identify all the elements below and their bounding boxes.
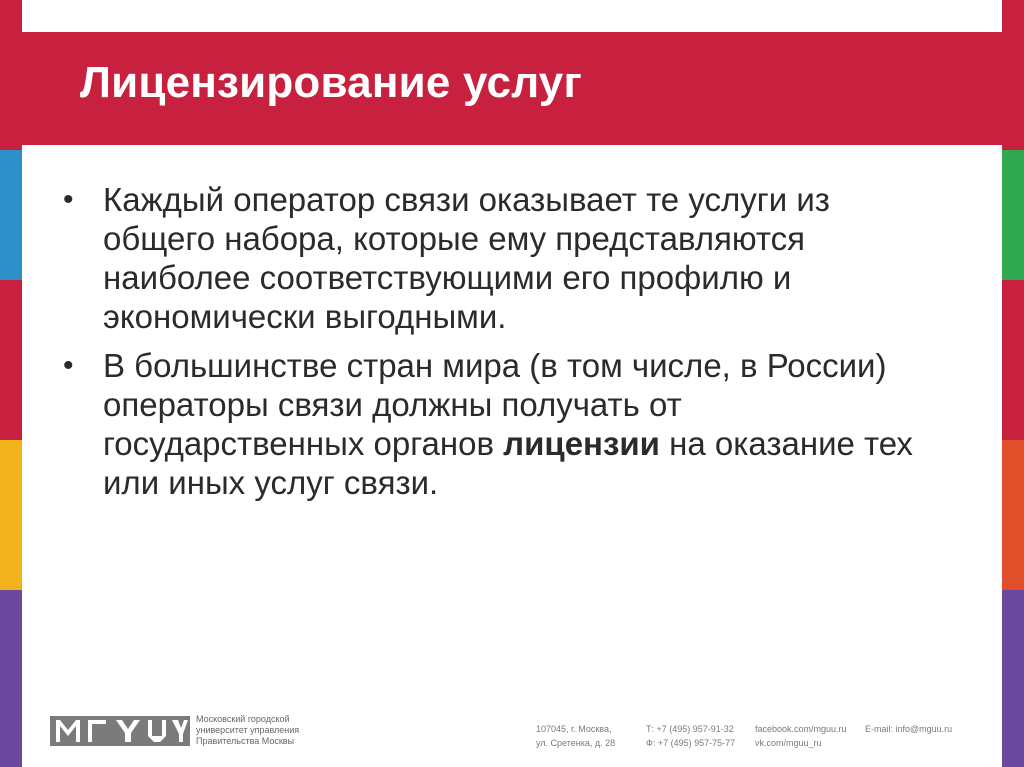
bullet-item bbox=[63, 346, 943, 502]
bullet-marker: • bbox=[63, 183, 74, 216]
bullet-marker: • bbox=[63, 349, 74, 382]
org-name: Московский городской университет управления Правительства Москвы bbox=[196, 714, 300, 746]
slide-footer bbox=[50, 710, 970, 750]
bullet-text-part: на оказание тех или иных услуг связи. bbox=[103, 425, 913, 501]
bullet-text: Каждый оператор связи оказывает те услуги из общего набора, которые ему представляются наиболее соответствующими его профилю и экономически выгодными. bbox=[103, 181, 830, 335]
slide-title: Лицензирование услуг bbox=[80, 58, 582, 107]
footer-social bbox=[755, 722, 847, 750]
vk-link[interactable]: vk.com/mguu_ru bbox=[755, 738, 822, 748]
bullet-item bbox=[63, 180, 943, 336]
facebook-link[interactable]: facebook.com/mguu.ru bbox=[755, 724, 847, 734]
bullet-bold-term: лицензии bbox=[503, 425, 660, 462]
footer-email[interactable]: E-mail: info@mguu.ru bbox=[865, 724, 953, 734]
bullet-text-part: В большинстве стран мира (в том числе, в России) операторы связи должны получать от государственных органов bbox=[103, 347, 887, 462]
slide-content bbox=[63, 180, 943, 512]
footer-address: 107045, г. Москва, ул. Сретенка, д. 28 bbox=[536, 724, 616, 748]
mguu-logo-icon bbox=[50, 716, 190, 746]
footer-phones: Т: +7 (495) 957-91-32 Ф: +7 (495) 957-75-77 bbox=[646, 724, 736, 748]
